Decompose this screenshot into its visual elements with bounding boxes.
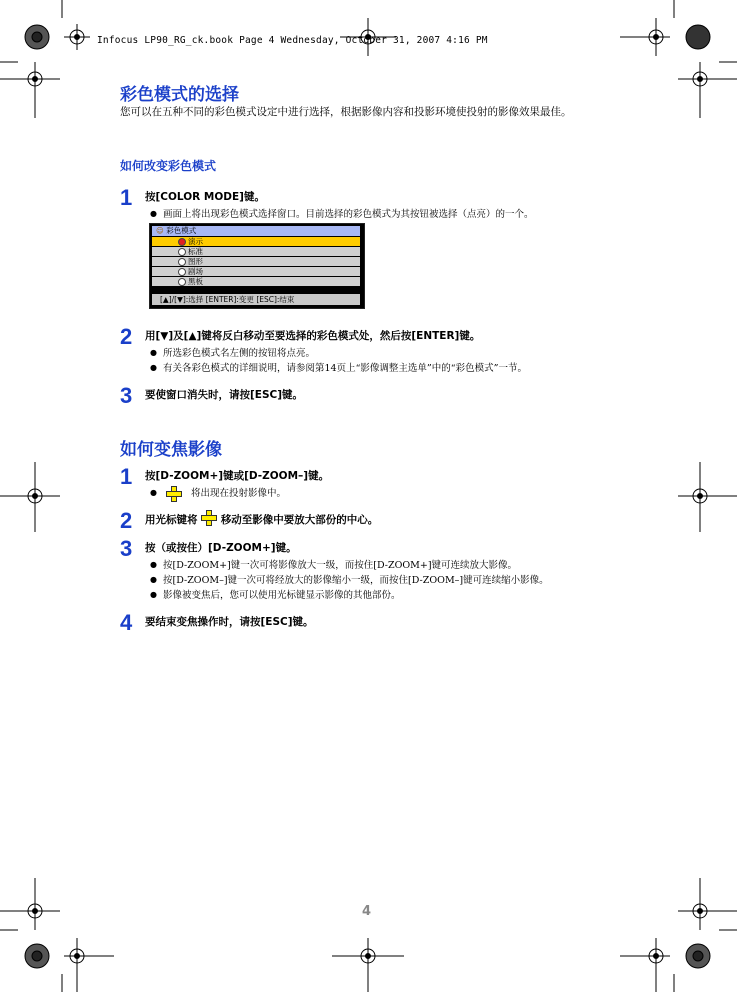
crosshair-target-left-upper <box>0 62 60 118</box>
step-title: 按[D-ZOOM+]键或[D-ZOOM–]键。 <box>145 470 330 482</box>
crosshair-target-right-mid <box>678 462 737 532</box>
crosshair-target-left-mid <box>0 462 60 532</box>
step-title: 按（或按住）[D-ZOOM+]键。 <box>145 542 297 554</box>
zoom-pointer-icon <box>166 486 182 502</box>
step-title: 要结束变焦操作时，请按[ESC]键。 <box>145 616 314 628</box>
section-title-zoom: 如何变焦影像 <box>120 440 222 460</box>
step-number: 1 <box>120 464 133 489</box>
crosshair-target-left-lower <box>0 878 60 930</box>
subheading-change-color-mode: 如何改变彩色模式 <box>120 159 217 173</box>
page-number: 4 <box>362 904 372 919</box>
step-number: 3 <box>120 536 133 561</box>
step-number: 4 <box>120 610 133 635</box>
registration-circle-tr <box>686 25 710 49</box>
step-number: 2 <box>120 508 133 533</box>
crosshair-target-bottom-right <box>620 938 670 992</box>
step-bullet: ● 将出现在投射影像中。 <box>150 485 286 502</box>
print-header: Infocus LP90_RG_ck.book Page 4 Wednesday, October 31, 2007 4:16 PM <box>97 35 488 46</box>
step-bullet: ● 按[D-ZOOM+]键一次可将影像放大一级，而按住[D-ZOOM+]键可连续放大影像。 <box>150 557 517 571</box>
step-number: 3 <box>120 383 133 408</box>
intro-paragraph: 您可以在五种不同的彩色模式设定中进行选择，根据影像内容和投影环境使投射的影像效果最佳。 <box>120 106 572 118</box>
step-bullet: ● 按[D-ZOOM–]键一次可将经放大的影像缩小一级，而按住[D-ZOOM–]键可连续缩小影像。 <box>150 572 549 586</box>
radio-icon <box>178 278 186 286</box>
registration-circle-bl <box>25 944 49 968</box>
menu-option-standard[interactable]: 标准 <box>152 247 360 256</box>
step-bullet: ● 所选彩色模式名左侧的按钮将点亮。 <box>150 345 315 359</box>
step-title: 要使窗口消失时，请按[ESC]键。 <box>145 389 304 401</box>
step-title: 用[▼]及[▲]键将反白移动至要选择的彩色模式处，然后按[ENTER]键。 <box>145 330 481 342</box>
color-mode-menu <box>149 223 365 309</box>
step-title: 用光标键将 移动至影像中要放大部份的中心。 <box>145 512 378 528</box>
step-title: 按[COLOR MODE]键。 <box>145 191 265 203</box>
step-number: 2 <box>120 324 133 349</box>
section-title-color-mode: 彩色模式的选择 <box>120 85 239 105</box>
radio-selected-icon <box>178 238 186 246</box>
crosshair-target-bottom-mid <box>332 938 404 992</box>
menu-title: ☺ 彩色模式 <box>152 226 360 236</box>
zoom-pointer-icon <box>201 510 217 526</box>
menu-option-blackboard[interactable]: 黑板 <box>152 277 360 286</box>
radio-icon <box>178 248 186 256</box>
menu-option-presentation[interactable]: 演示 <box>152 237 360 246</box>
step-bullet: ● 影像被变焦后，您可以使用光标键显示影像的其他部份。 <box>150 587 401 601</box>
crosshair-target-right-lower <box>678 878 737 930</box>
palette-icon: ☺ <box>156 226 164 235</box>
crosshair-target-right-upper <box>678 62 737 118</box>
crosshair-target-bottom-left <box>64 938 114 992</box>
crosshair-target-top-left <box>64 24 90 50</box>
registration-circle-tl <box>25 25 49 49</box>
menu-option-theater[interactable]: 剧场 <box>152 267 360 276</box>
crosshair-target-top-right <box>620 18 670 56</box>
registration-circle-br <box>686 944 710 968</box>
radio-icon <box>178 258 186 266</box>
menu-footer: [▲]/[▼]:选择 [ENTER]:变更 [ESC]:结束 <box>152 294 360 305</box>
step-bullet: ● 有关各彩色模式的详细说明，请参阅第14页上“影像调整主选单”中的“彩色模式”一节。 <box>150 360 527 374</box>
step-number: 1 <box>120 185 133 210</box>
menu-option-graphics[interactable]: 图形 <box>152 257 360 266</box>
step-bullet: ● 画面上将出现彩色模式选择窗口。目前选择的彩色模式为其按钮被选择（点亮）的一个。 <box>150 206 534 220</box>
radio-icon <box>178 268 186 276</box>
